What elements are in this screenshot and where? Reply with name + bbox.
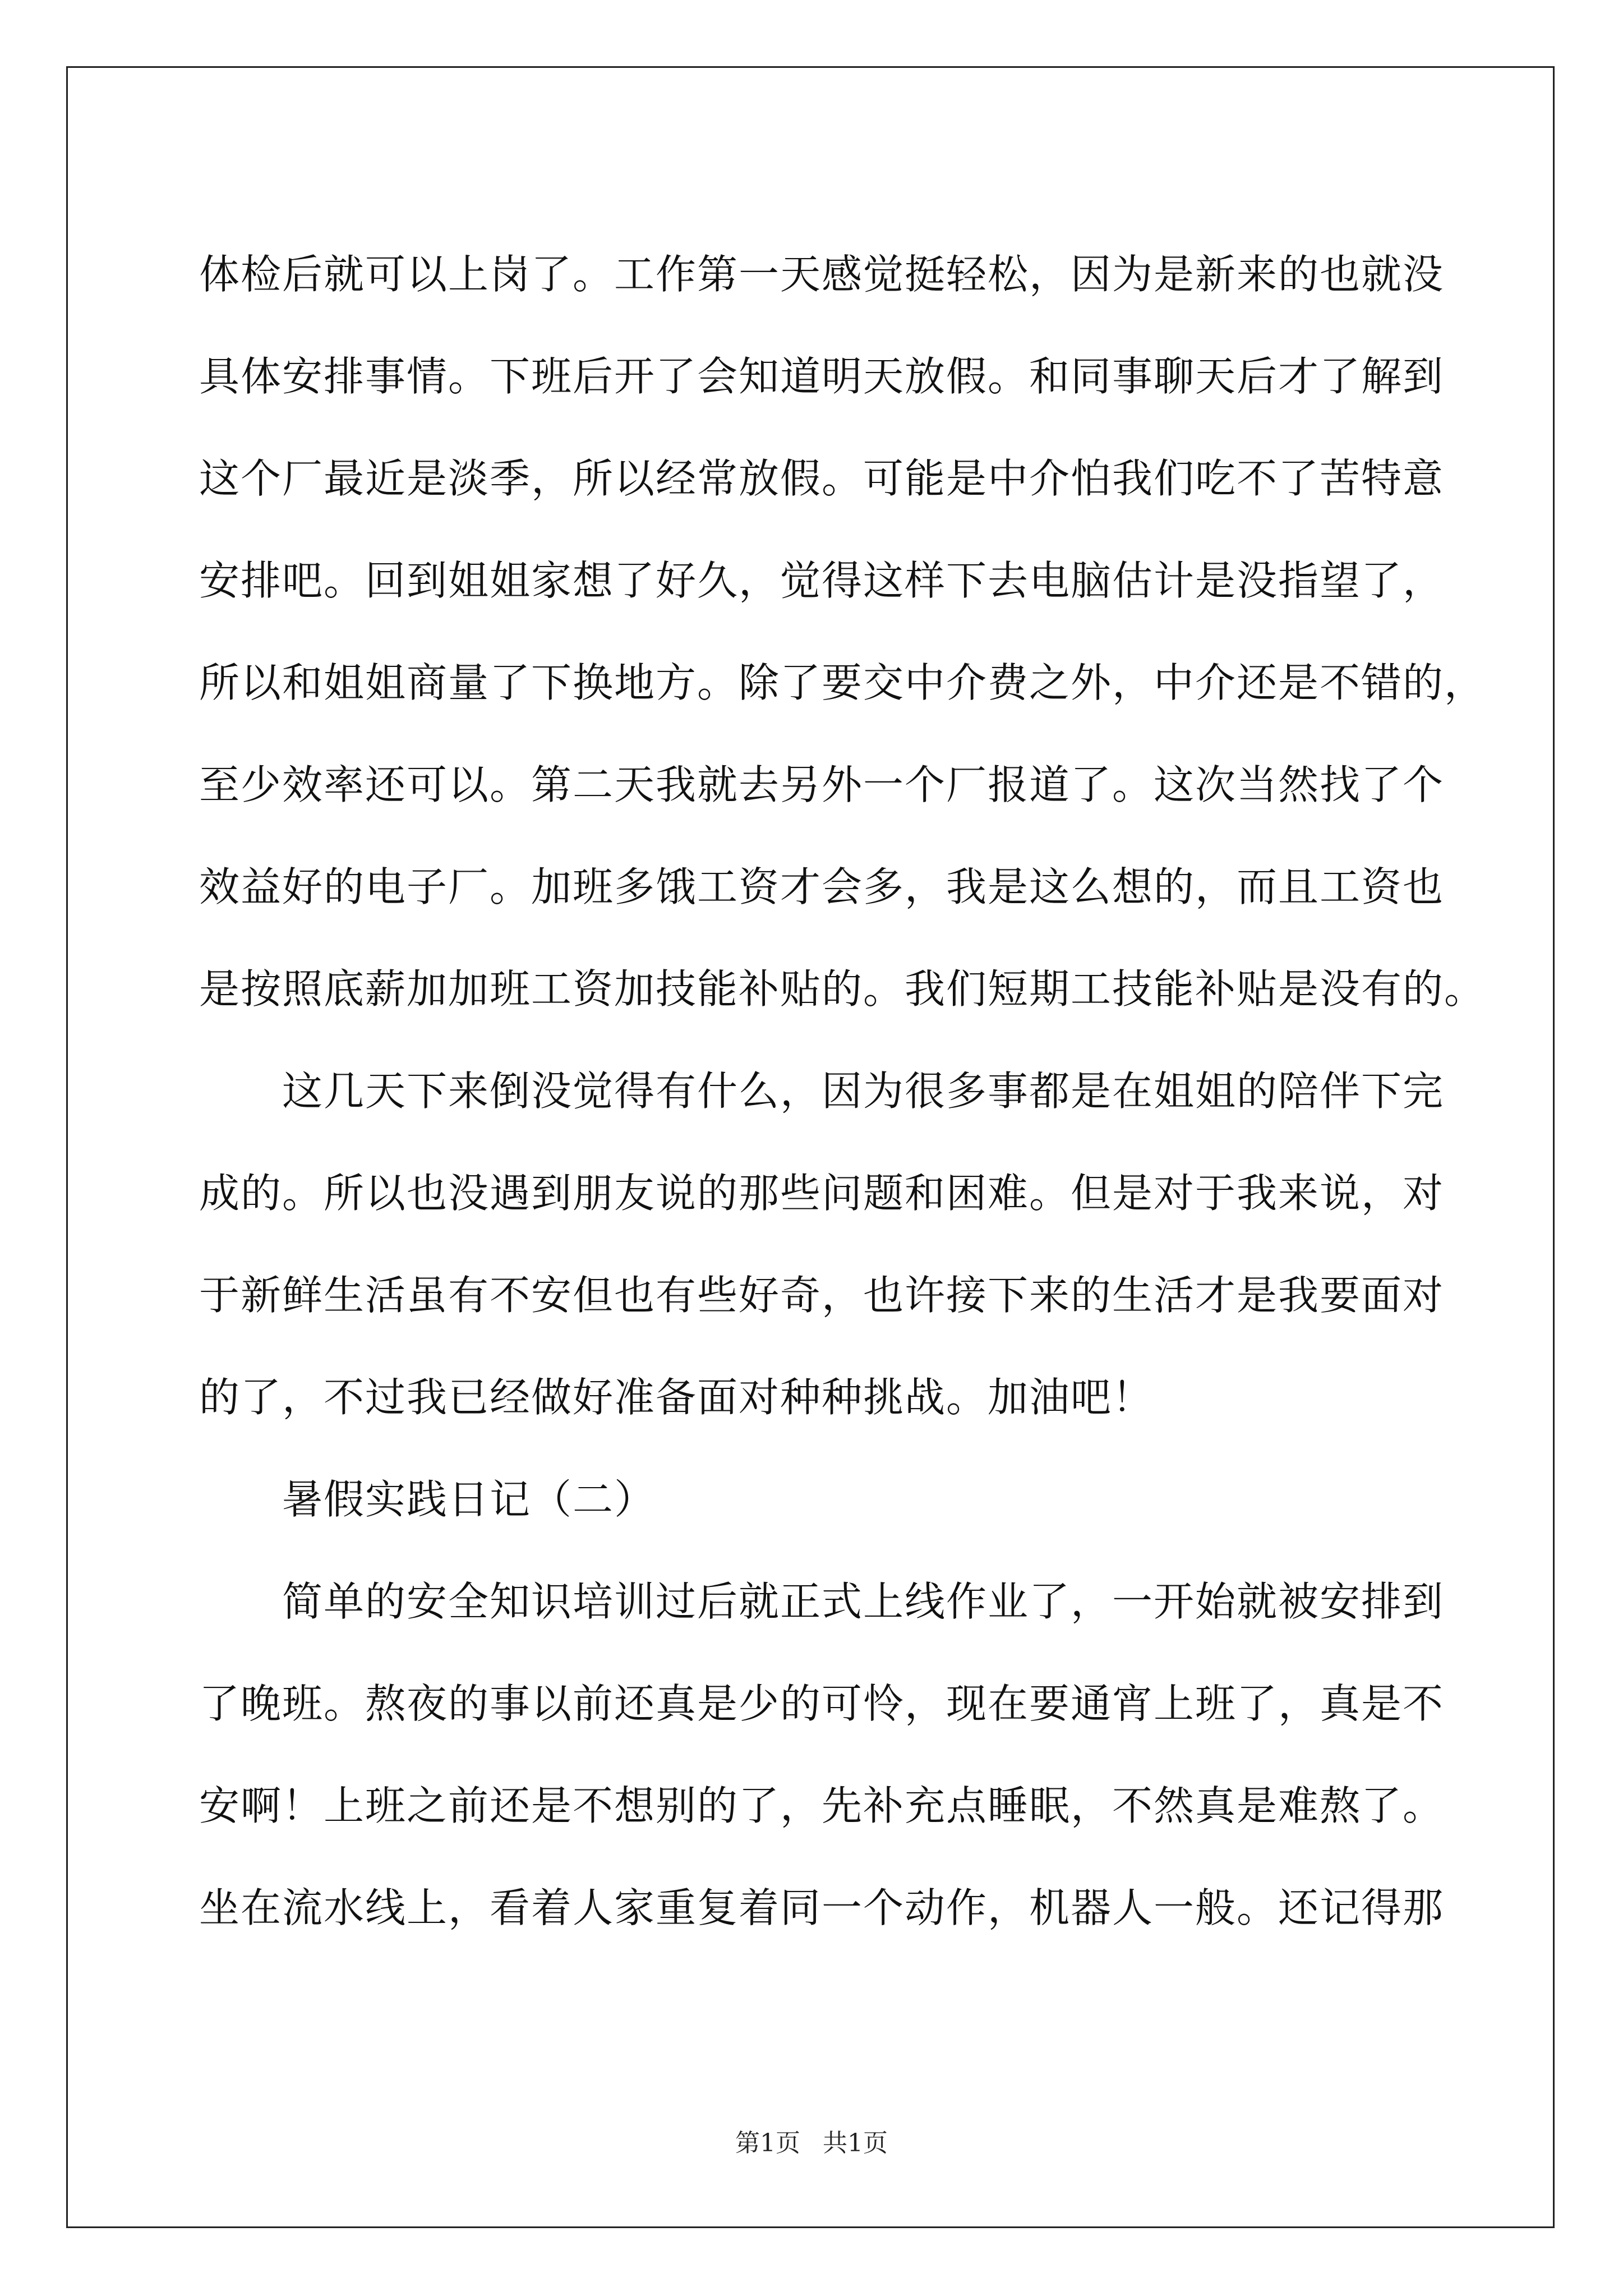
- text-line: 坐在流水线上，看着人家重复着同一个动作，机器人一般。还记得那: [199, 1884, 1445, 1931]
- text-line: 体检后就可以上岗了。工作第一天感觉挺轻松，因为是新来的也就没: [199, 251, 1445, 298]
- section-heading: 暑假实践日记（二）: [282, 1476, 656, 1523]
- text-line: 所以和姐姐商量了下换地方。除了要交中介费之外，中介还是不错的，: [199, 659, 1486, 706]
- text-line: 成的。所以也没遇到朋友说的那些问题和困难。但是对于我来说，对: [199, 1170, 1445, 1217]
- text-line: 的了，不过我已经做好准备面对种种挑战。加油吧！: [199, 1374, 1154, 1421]
- text-line: 是按照底薪加加班工资加技能补贴的。我们短期工技能补贴是没有的。: [199, 965, 1486, 1013]
- text-line: 具体安排事情。下班后开了会知道明天放假。和同事聊天后才了解到: [199, 353, 1445, 400]
- paragraph-start-line: 这几天下来倒没觉得有什么，因为很多事都是在姐姐的陪伴下完: [282, 1068, 1445, 1115]
- text-line: 这个厂最近是淡季，所以经常放假。可能是中介怕我们吃不了苦特意: [199, 455, 1445, 502]
- text-line: 了晚班。熬夜的事以前还真是少的可怜，现在要通宵上班了，真是不: [199, 1680, 1445, 1727]
- page-footer: [0, 2123, 1623, 2159]
- text-line: 安排吧。回到姐姐家想了好久，觉得这样下去电脑估计是没指望了，: [199, 557, 1445, 604]
- document-body: [199, 223, 1486, 1959]
- text-line: 安啊！上班之前还是不想别的了，先补充点睡眠，不然真是难熬了。: [199, 1782, 1445, 1829]
- text-line: 效益好的电子厂。加班多饿工资才会多，我是这么想的，而且工资也: [199, 863, 1445, 910]
- text-line: 至少效率还可以。第二天我就去另外一个厂报道了。这次当然找了个: [199, 761, 1445, 808]
- paragraph-start-line: 简单的安全知识培训过后就正式上线作业了，一开始就被安排到: [282, 1578, 1445, 1625]
- page-number: 第1页: [735, 2129, 800, 2157]
- text-line: 于新鲜生活虽有不安但也有些好奇，也许接下来的生活才是我要面对: [199, 1272, 1445, 1319]
- page-total: 共1页: [823, 2129, 888, 2157]
